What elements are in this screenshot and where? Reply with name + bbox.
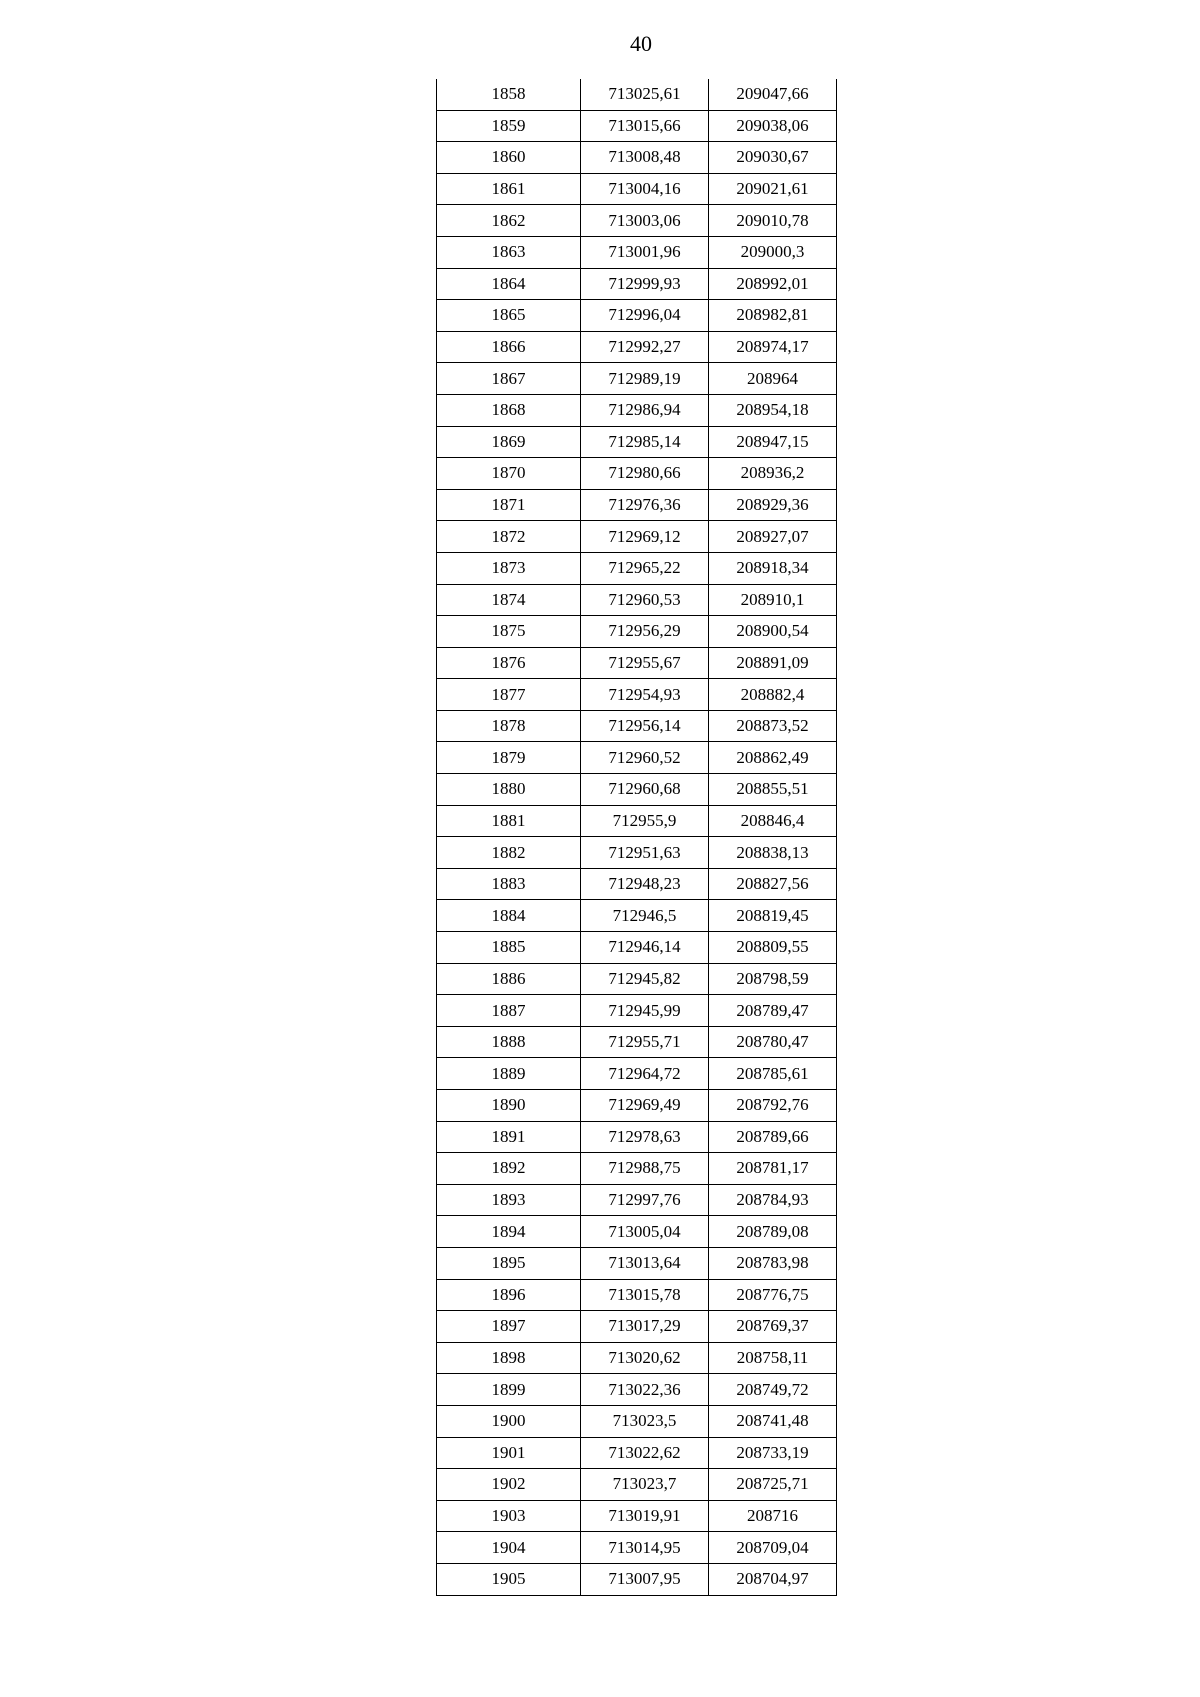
y-coordinate-cell: 209047,66 — [709, 79, 837, 110]
point-number-cell: 1872 — [437, 521, 581, 553]
table-row — [437, 679, 837, 711]
point-number-cell: 1893 — [437, 1184, 581, 1216]
y-coordinate-cell: 208789,66 — [709, 1121, 837, 1153]
point-number-cell: 1882 — [437, 837, 581, 869]
x-coordinate-cell: 713022,62 — [581, 1437, 709, 1469]
table-row — [437, 1153, 837, 1185]
y-coordinate-cell: 208827,56 — [709, 868, 837, 900]
point-number-cell: 1873 — [437, 552, 581, 584]
x-coordinate-cell: 712951,63 — [581, 837, 709, 869]
table-row — [437, 932, 837, 964]
table-row — [437, 1184, 837, 1216]
y-coordinate-cell: 209010,78 — [709, 205, 837, 237]
x-coordinate-cell: 712960,52 — [581, 742, 709, 774]
table-row — [437, 363, 837, 395]
y-coordinate-cell: 208792,76 — [709, 1090, 837, 1122]
y-coordinate-cell: 208709,04 — [709, 1532, 837, 1564]
x-coordinate-cell: 713003,06 — [581, 205, 709, 237]
y-coordinate-cell: 208780,47 — [709, 1026, 837, 1058]
table-row — [437, 142, 837, 174]
x-coordinate-cell: 713025,61 — [581, 79, 709, 110]
y-coordinate-cell: 208982,81 — [709, 300, 837, 332]
point-number-cell: 1899 — [437, 1374, 581, 1406]
table-row — [437, 584, 837, 616]
table-row — [437, 1311, 837, 1343]
table-row — [437, 489, 837, 521]
point-number-cell: 1883 — [437, 868, 581, 900]
table-row — [437, 774, 837, 806]
point-number-cell: 1887 — [437, 995, 581, 1027]
point-number-cell: 1888 — [437, 1026, 581, 1058]
table-row — [437, 552, 837, 584]
x-coordinate-cell: 712956,14 — [581, 710, 709, 742]
y-coordinate-cell: 208758,11 — [709, 1342, 837, 1374]
table-row — [437, 1532, 837, 1564]
y-coordinate-cell: 208918,34 — [709, 552, 837, 584]
table-row — [437, 173, 837, 205]
point-number-cell: 1900 — [437, 1405, 581, 1437]
x-coordinate-cell: 712978,63 — [581, 1121, 709, 1153]
y-coordinate-cell: 208873,52 — [709, 710, 837, 742]
y-coordinate-cell: 208789,47 — [709, 995, 837, 1027]
point-number-cell: 1867 — [437, 363, 581, 395]
point-number-cell: 1881 — [437, 805, 581, 837]
x-coordinate-cell: 712960,68 — [581, 774, 709, 806]
y-coordinate-cell: 208910,1 — [709, 584, 837, 616]
y-coordinate-cell: 208809,55 — [709, 932, 837, 964]
table-row — [437, 837, 837, 869]
table-row — [437, 1563, 837, 1595]
x-coordinate-cell: 712969,12 — [581, 521, 709, 553]
y-coordinate-cell: 208838,13 — [709, 837, 837, 869]
x-coordinate-cell: 713019,91 — [581, 1500, 709, 1532]
point-number-cell: 1863 — [437, 236, 581, 268]
x-coordinate-cell: 712955,71 — [581, 1026, 709, 1058]
y-coordinate-cell: 208947,15 — [709, 426, 837, 458]
y-coordinate-cell: 208929,36 — [709, 489, 837, 521]
table-row — [437, 995, 837, 1027]
table-row — [437, 331, 837, 363]
table-row — [437, 963, 837, 995]
point-number-cell: 1895 — [437, 1247, 581, 1279]
point-number-cell: 1878 — [437, 710, 581, 742]
table-row — [437, 426, 837, 458]
x-coordinate-cell: 712964,72 — [581, 1058, 709, 1090]
point-number-cell: 1902 — [437, 1469, 581, 1501]
y-coordinate-cell: 208927,07 — [709, 521, 837, 553]
y-coordinate-cell: 208819,45 — [709, 900, 837, 932]
point-number-cell: 1859 — [437, 110, 581, 142]
point-number-cell: 1874 — [437, 584, 581, 616]
y-coordinate-cell: 208862,49 — [709, 742, 837, 774]
y-coordinate-cell: 208769,37 — [709, 1311, 837, 1343]
point-number-cell: 1898 — [437, 1342, 581, 1374]
x-coordinate-cell: 712986,94 — [581, 394, 709, 426]
table-row — [437, 647, 837, 679]
table-row — [437, 1216, 837, 1248]
x-coordinate-cell: 713015,66 — [581, 110, 709, 142]
point-number-cell: 1885 — [437, 932, 581, 964]
x-coordinate-cell: 713017,29 — [581, 1311, 709, 1343]
x-coordinate-cell: 712946,5 — [581, 900, 709, 932]
table-row — [437, 521, 837, 553]
point-number-cell: 1897 — [437, 1311, 581, 1343]
point-number-cell: 1877 — [437, 679, 581, 711]
y-coordinate-cell: 209038,06 — [709, 110, 837, 142]
y-coordinate-cell: 208855,51 — [709, 774, 837, 806]
y-coordinate-cell: 209021,61 — [709, 173, 837, 205]
x-coordinate-cell: 713004,16 — [581, 173, 709, 205]
y-coordinate-cell: 208964 — [709, 363, 837, 395]
point-number-cell: 1892 — [437, 1153, 581, 1185]
table-row — [437, 868, 837, 900]
y-coordinate-cell: 208741,48 — [709, 1405, 837, 1437]
x-coordinate-cell: 712997,76 — [581, 1184, 709, 1216]
point-number-cell: 1871 — [437, 489, 581, 521]
coordinates-table-body — [437, 79, 837, 1595]
table-row — [437, 1469, 837, 1501]
x-coordinate-cell: 713001,96 — [581, 236, 709, 268]
table-row — [437, 1090, 837, 1122]
y-coordinate-cell: 208725,71 — [709, 1469, 837, 1501]
point-number-cell: 1891 — [437, 1121, 581, 1153]
y-coordinate-cell: 208704,97 — [709, 1563, 837, 1595]
point-number-cell: 1858 — [437, 79, 581, 110]
point-number-cell: 1862 — [437, 205, 581, 237]
table-row — [437, 805, 837, 837]
table-row — [437, 79, 837, 110]
table-row — [437, 236, 837, 268]
table-row — [437, 1342, 837, 1374]
coordinates-table — [436, 79, 837, 1596]
y-coordinate-cell: 209030,67 — [709, 142, 837, 174]
x-coordinate-cell: 713007,95 — [581, 1563, 709, 1595]
table-row — [437, 900, 837, 932]
point-number-cell: 1901 — [437, 1437, 581, 1469]
y-coordinate-cell: 208733,19 — [709, 1437, 837, 1469]
table-row — [437, 300, 837, 332]
y-coordinate-cell: 208749,72 — [709, 1374, 837, 1406]
x-coordinate-cell: 712945,82 — [581, 963, 709, 995]
point-number-cell: 1876 — [437, 647, 581, 679]
x-coordinate-cell: 712996,04 — [581, 300, 709, 332]
point-number-cell: 1866 — [437, 331, 581, 363]
point-number-cell: 1894 — [437, 1216, 581, 1248]
x-coordinate-cell: 712956,29 — [581, 616, 709, 648]
point-number-cell: 1905 — [437, 1563, 581, 1595]
y-coordinate-cell: 208784,93 — [709, 1184, 837, 1216]
y-coordinate-cell: 208974,17 — [709, 331, 837, 363]
point-number-cell: 1879 — [437, 742, 581, 774]
y-coordinate-cell: 208785,61 — [709, 1058, 837, 1090]
y-coordinate-cell: 208781,17 — [709, 1153, 837, 1185]
point-number-cell: 1864 — [437, 268, 581, 300]
x-coordinate-cell: 713022,36 — [581, 1374, 709, 1406]
point-number-cell: 1903 — [437, 1500, 581, 1532]
x-coordinate-cell: 712992,27 — [581, 331, 709, 363]
table-row — [437, 1279, 837, 1311]
y-coordinate-cell: 208900,54 — [709, 616, 837, 648]
point-number-cell: 1861 — [437, 173, 581, 205]
point-number-cell: 1875 — [437, 616, 581, 648]
x-coordinate-cell: 713020,62 — [581, 1342, 709, 1374]
x-coordinate-cell: 712965,22 — [581, 552, 709, 584]
point-number-cell: 1860 — [437, 142, 581, 174]
x-coordinate-cell: 713023,7 — [581, 1469, 709, 1501]
y-coordinate-cell: 208776,75 — [709, 1279, 837, 1311]
point-number-cell: 1869 — [437, 426, 581, 458]
x-coordinate-cell: 712960,53 — [581, 584, 709, 616]
table-row — [437, 110, 837, 142]
y-coordinate-cell: 208789,08 — [709, 1216, 837, 1248]
x-coordinate-cell: 713013,64 — [581, 1247, 709, 1279]
table-row — [437, 205, 837, 237]
x-coordinate-cell: 712948,23 — [581, 868, 709, 900]
table-row — [437, 1374, 837, 1406]
point-number-cell: 1865 — [437, 300, 581, 332]
table-row — [437, 616, 837, 648]
table-row — [437, 1121, 837, 1153]
y-coordinate-cell: 208954,18 — [709, 394, 837, 426]
point-number-cell: 1884 — [437, 900, 581, 932]
x-coordinate-cell: 713023,5 — [581, 1405, 709, 1437]
x-coordinate-cell: 712955,9 — [581, 805, 709, 837]
table-row — [437, 394, 837, 426]
table-row — [437, 1247, 837, 1279]
x-coordinate-cell: 712946,14 — [581, 932, 709, 964]
x-coordinate-cell: 712955,67 — [581, 647, 709, 679]
x-coordinate-cell: 712969,49 — [581, 1090, 709, 1122]
table-row — [437, 710, 837, 742]
x-coordinate-cell: 713015,78 — [581, 1279, 709, 1311]
point-number-cell: 1886 — [437, 963, 581, 995]
point-number-cell: 1870 — [437, 458, 581, 490]
x-coordinate-cell: 712980,66 — [581, 458, 709, 490]
y-coordinate-cell: 208882,4 — [709, 679, 837, 711]
x-coordinate-cell: 712985,14 — [581, 426, 709, 458]
table-row — [437, 1405, 837, 1437]
x-coordinate-cell: 712999,93 — [581, 268, 709, 300]
point-number-cell: 1904 — [437, 1532, 581, 1564]
y-coordinate-cell: 208936,2 — [709, 458, 837, 490]
table-row — [437, 268, 837, 300]
x-coordinate-cell: 712989,19 — [581, 363, 709, 395]
x-coordinate-cell: 713014,95 — [581, 1532, 709, 1564]
x-coordinate-cell: 712945,99 — [581, 995, 709, 1027]
x-coordinate-cell: 712988,75 — [581, 1153, 709, 1185]
point-number-cell: 1868 — [437, 394, 581, 426]
x-coordinate-cell: 713005,04 — [581, 1216, 709, 1248]
table-row — [437, 1026, 837, 1058]
point-number-cell: 1889 — [437, 1058, 581, 1090]
x-coordinate-cell: 713008,48 — [581, 142, 709, 174]
table-row — [437, 1500, 837, 1532]
table-row — [437, 458, 837, 490]
table-row — [437, 1058, 837, 1090]
table-row — [437, 1437, 837, 1469]
point-number-cell: 1896 — [437, 1279, 581, 1311]
y-coordinate-cell: 208846,4 — [709, 805, 837, 837]
point-number-cell: 1890 — [437, 1090, 581, 1122]
y-coordinate-cell: 208716 — [709, 1500, 837, 1532]
y-coordinate-cell: 208891,09 — [709, 647, 837, 679]
y-coordinate-cell: 209000,3 — [709, 236, 837, 268]
y-coordinate-cell: 208798,59 — [709, 963, 837, 995]
y-coordinate-cell: 208992,01 — [709, 268, 837, 300]
y-coordinate-cell: 208783,98 — [709, 1247, 837, 1279]
page-number: 40 — [630, 31, 652, 56]
x-coordinate-cell: 712976,36 — [581, 489, 709, 521]
point-number-cell: 1880 — [437, 774, 581, 806]
x-coordinate-cell: 712954,93 — [581, 679, 709, 711]
table-row — [437, 742, 837, 774]
